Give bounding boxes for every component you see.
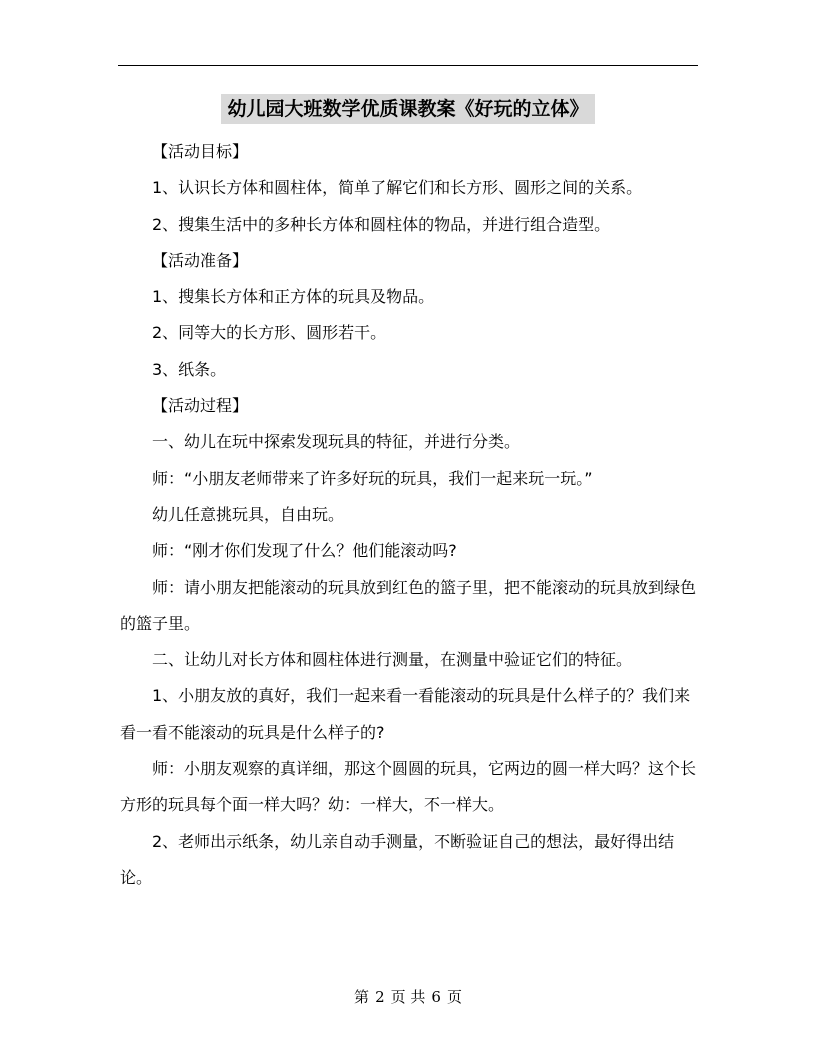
paragraph: 2、搜集生活中的多种长方体和圆柱体的物品，并进行组合造型。: [152, 214, 611, 234]
paragraph: 2、老师出示纸条，幼儿亲自动手测量，不断验证自己的想法，最好得出结论。: [120, 831, 675, 887]
paragraph: 2、同等大的长方形、圆形若干。: [152, 323, 387, 343]
paragraph: 1、搜集长方体和正方体的玩具及物品。: [152, 287, 435, 307]
section-heading-process: 【活动过程】: [152, 396, 249, 416]
header-rule: [118, 65, 698, 66]
footer-middle: 页 共: [390, 988, 426, 1006]
paragraph: 师：“小朋友老师带来了许多好玩的玩具，我们一起来玩一玩。”: [152, 468, 593, 488]
title-container: [0, 94, 816, 124]
page-footer: [0, 986, 816, 1007]
footer-total-pages: 6: [431, 988, 441, 1006]
paragraph: 一、幼儿在玩中探索发现玩具的特征，并进行分类。: [152, 432, 521, 452]
section-heading-goals: 【活动目标】: [152, 142, 249, 161]
paragraph: 师：“刚才你们发现了什么？他们能滚动吗?: [152, 541, 457, 561]
footer-prefix: 第: [354, 988, 370, 1006]
paragraph: 师：请小朋友把能滚动的玩具放到红色的篮子里，把不能滚动的玩具放到绿色的篮子里。: [120, 577, 697, 633]
body-content: [120, 134, 696, 896]
paragraph: 1、小朋友放的真好，我们一起来看一看能滚动的玩具是什么样子的？我们来看一看不能滚动的玩具是什么样子的?: [120, 686, 691, 742]
paragraph: 二、让幼儿对长方体和圆柱体进行测量，在测量中验证它们的特征。: [152, 650, 633, 670]
paragraph: 师：小朋友观察的真详细，那这个圆圆的玩具，它两边的圆一样大吗？这个长方形的玩具每个面一样大吗？幼：一样大，不一样大。: [120, 759, 697, 815]
footer-suffix: 页: [446, 988, 462, 1006]
paragraph: 3、纸条。: [152, 359, 227, 379]
paragraph: 幼儿任意挑玩具，自由玩。: [152, 504, 345, 524]
section-heading-preparation: 【活动准备】: [152, 250, 249, 270]
paragraph: 1、认识长方体和圆柱体，简单了解它们和长方形、圆形之间的关系。: [152, 178, 643, 198]
page-title: 幼儿园大班数学优质课教案《好玩的立体》: [221, 94, 594, 124]
footer-page-number: 2: [375, 988, 385, 1006]
